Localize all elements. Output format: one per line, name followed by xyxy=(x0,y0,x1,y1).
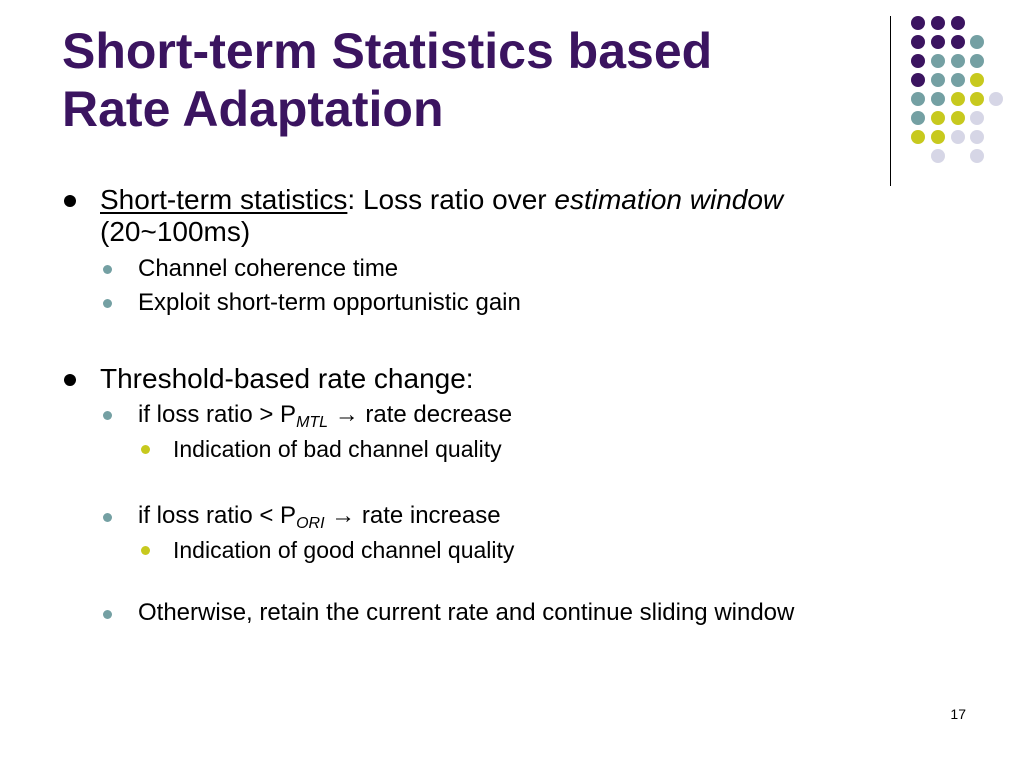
dot xyxy=(970,73,984,87)
bullet-text: : Loss ratio over xyxy=(347,184,555,215)
bullet-continuation: (20~100ms) xyxy=(100,216,251,247)
bullet-dot xyxy=(103,513,112,522)
dot xyxy=(931,16,945,30)
bullet-dot xyxy=(64,374,76,386)
dot xyxy=(931,35,945,49)
dot xyxy=(970,130,984,144)
bullet-dot xyxy=(103,610,112,619)
bullet-dot xyxy=(103,265,112,274)
condition-suffix: → rate decrease xyxy=(328,401,513,428)
condition-prefix: if loss ratio > P xyxy=(138,401,297,428)
dot xyxy=(911,111,925,125)
bullet-opportunistic-gain: Exploit short-term opportunistic gain xyxy=(138,289,521,316)
dot xyxy=(951,73,965,87)
dot xyxy=(931,130,945,144)
dot xyxy=(911,73,925,87)
bullet-term: Short-term statistics xyxy=(100,184,348,215)
slide-number: 17 xyxy=(950,706,966,722)
bullet-good-channel: Indication of good channel quality xyxy=(173,537,515,563)
condition-subscript: MTL xyxy=(296,414,329,431)
bullet-bad-channel: Indication of bad channel quality xyxy=(173,436,502,462)
condition-suffix: → rate increase xyxy=(324,502,501,529)
dot xyxy=(931,92,945,106)
bullet-threshold-based: Threshold-based rate change: xyxy=(100,363,474,394)
dot xyxy=(931,111,945,125)
dot xyxy=(911,35,925,49)
bullet-otherwise: Otherwise, retain the current rate and continue sliding window xyxy=(138,599,795,626)
title-line-2: Rate Adaptation xyxy=(62,81,444,137)
condition-subscript: ORI xyxy=(296,515,325,532)
dot xyxy=(911,54,925,68)
bullet-dot xyxy=(64,195,76,207)
bullet-dot xyxy=(103,411,112,420)
dot xyxy=(951,54,965,68)
dot xyxy=(970,111,984,125)
dot xyxy=(951,16,965,30)
bullet-rate-decrease xyxy=(138,401,512,437)
dot xyxy=(931,149,945,163)
bullet-rate-increase xyxy=(138,502,501,538)
dot xyxy=(989,92,1003,106)
dot xyxy=(951,111,965,125)
dot xyxy=(951,130,965,144)
dot xyxy=(911,16,925,30)
condition-prefix: if loss ratio < P xyxy=(138,502,297,529)
dot xyxy=(951,35,965,49)
dot xyxy=(911,92,925,106)
slide-title xyxy=(62,22,862,138)
dot xyxy=(970,92,984,106)
dot xyxy=(911,130,925,144)
dot xyxy=(951,92,965,106)
dot xyxy=(970,149,984,163)
bullet-dot xyxy=(141,445,150,454)
dot xyxy=(931,54,945,68)
bullet-dot xyxy=(141,546,150,555)
bullet-italic-text: estimation window xyxy=(554,184,784,215)
dot xyxy=(931,73,945,87)
bullet-channel-coherence: Channel coherence time xyxy=(138,255,399,282)
title-line-1: Short-term Statistics based xyxy=(62,23,713,79)
bullet-short-term-statistics xyxy=(100,184,783,216)
bullet-dot xyxy=(103,299,112,308)
dot xyxy=(970,54,984,68)
dot xyxy=(970,35,984,49)
decorative-vertical-line xyxy=(890,16,891,186)
